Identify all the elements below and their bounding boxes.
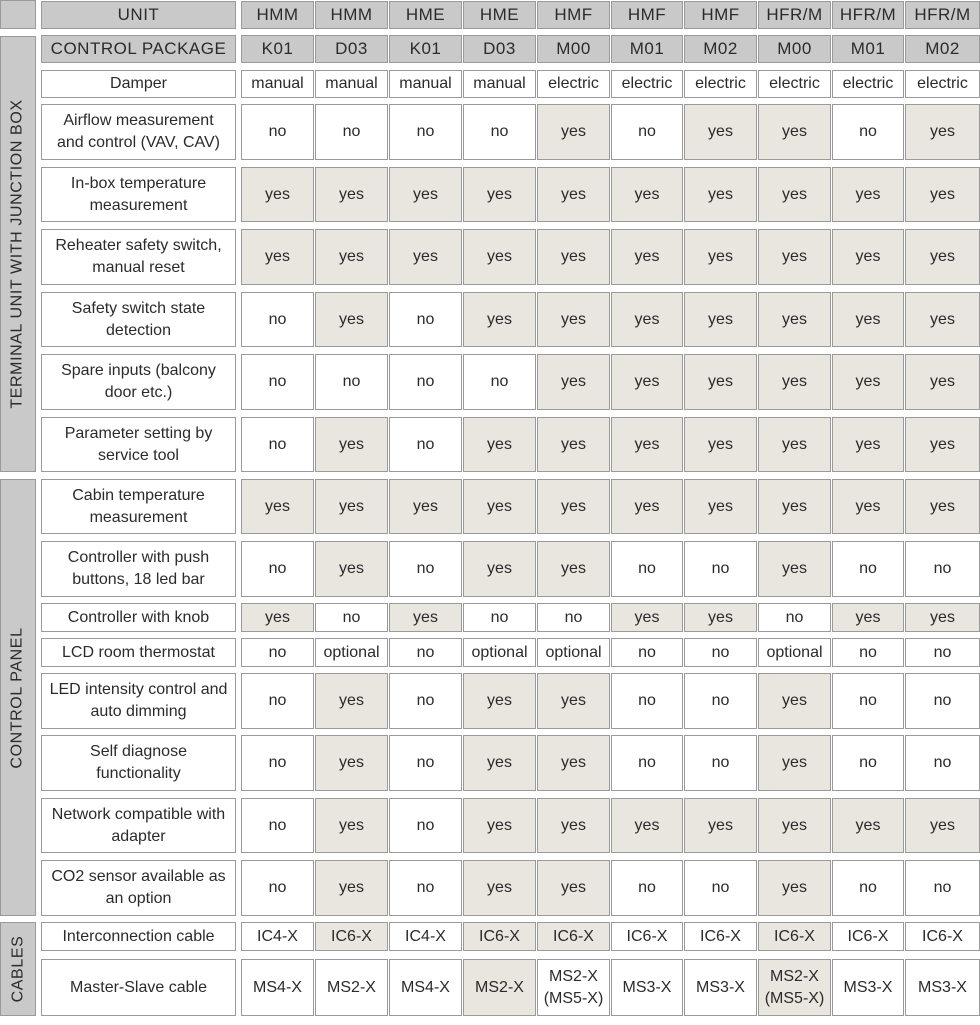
value-cell: yes bbox=[684, 798, 757, 853]
value-cell: yes bbox=[537, 417, 610, 472]
feature-label: CO2 sensor available as an option bbox=[41, 860, 236, 916]
value-cell: no bbox=[241, 292, 314, 347]
value-cell: MS2-X bbox=[315, 959, 388, 1016]
value-cell: yes bbox=[611, 603, 683, 632]
value-cell: yes bbox=[611, 798, 683, 853]
corner-cell bbox=[0, 0, 36, 29]
value-cell: yes bbox=[537, 104, 610, 160]
feature-label: Controller with knob bbox=[41, 603, 236, 632]
value-cell: MS4-X bbox=[241, 959, 314, 1016]
value-cell: yes bbox=[389, 229, 462, 285]
value-cell: no bbox=[241, 798, 314, 853]
value-cell: no bbox=[241, 541, 314, 597]
value-cell: no bbox=[758, 603, 831, 632]
unit-header-cell: HMF bbox=[611, 1, 683, 29]
value-cell: electric bbox=[537, 70, 610, 98]
feature-label: LED intensity control and auto dimming bbox=[41, 673, 236, 729]
value-cell: yes bbox=[832, 354, 904, 410]
value-cell: yes bbox=[684, 167, 757, 222]
value-cell: MS3-X bbox=[832, 959, 904, 1016]
value-cell: electric bbox=[684, 70, 757, 98]
feature-label: Network compatible with adapter bbox=[41, 798, 236, 853]
value-cell: yes bbox=[241, 479, 314, 534]
value-cell: yes bbox=[684, 479, 757, 534]
value-cell: no bbox=[389, 673, 462, 729]
value-cell: yes bbox=[463, 479, 536, 534]
value-cell: MS2-X (MS5-X) bbox=[537, 959, 610, 1016]
value-cell: yes bbox=[315, 292, 388, 347]
value-cell: no bbox=[389, 292, 462, 347]
group-label bbox=[0, 922, 36, 1016]
value-cell: yes bbox=[684, 417, 757, 472]
value-cell: yes bbox=[758, 479, 831, 534]
value-cell: no bbox=[389, 735, 462, 791]
value-cell: no bbox=[241, 104, 314, 160]
value-cell: no bbox=[832, 638, 904, 667]
package-header-cell: K01 bbox=[241, 35, 314, 63]
value-cell: yes bbox=[758, 229, 831, 285]
value-cell: no bbox=[832, 541, 904, 597]
value-cell: yes bbox=[832, 167, 904, 222]
value-cell: yes bbox=[758, 354, 831, 410]
value-cell: yes bbox=[463, 229, 536, 285]
value-cell: IC4-X bbox=[389, 922, 462, 951]
value-cell: yes bbox=[758, 292, 831, 347]
package-header-cell: M00 bbox=[758, 35, 831, 63]
value-cell: no bbox=[537, 603, 610, 632]
value-cell: IC6-X bbox=[832, 922, 904, 951]
package-header-cell: D03 bbox=[315, 35, 388, 63]
value-cell: no bbox=[905, 673, 980, 729]
value-cell: yes bbox=[537, 292, 610, 347]
value-cell: yes bbox=[315, 417, 388, 472]
value-cell: manual bbox=[389, 70, 462, 98]
value-cell: yes bbox=[463, 541, 536, 597]
value-cell: yes bbox=[905, 229, 980, 285]
value-cell: IC6-X bbox=[463, 922, 536, 951]
value-cell: yes bbox=[537, 229, 610, 285]
value-cell: yes bbox=[315, 860, 388, 916]
value-cell: no bbox=[684, 541, 757, 597]
value-cell: yes bbox=[758, 735, 831, 791]
value-cell: yes bbox=[463, 292, 536, 347]
value-cell: MS3-X bbox=[905, 959, 980, 1016]
package-header-cell: M00 bbox=[537, 35, 610, 63]
package-header-cell: D03 bbox=[463, 35, 536, 63]
value-cell: yes bbox=[832, 798, 904, 853]
value-cell: IC4-X bbox=[241, 922, 314, 951]
value-cell: yes bbox=[905, 354, 980, 410]
value-cell: MS3-X bbox=[684, 959, 757, 1016]
value-cell: yes bbox=[537, 541, 610, 597]
value-cell: no bbox=[611, 104, 683, 160]
value-cell: no bbox=[389, 417, 462, 472]
value-cell: electric bbox=[611, 70, 683, 98]
value-cell: yes bbox=[905, 798, 980, 853]
value-cell: no bbox=[241, 354, 314, 410]
unit-header-cell: HFR/M bbox=[832, 1, 904, 29]
value-cell: yes bbox=[758, 541, 831, 597]
value-cell: no bbox=[241, 417, 314, 472]
value-cell: no bbox=[389, 798, 462, 853]
package-header-label: CONTROL PACKAGE bbox=[41, 35, 236, 63]
value-cell: no bbox=[905, 638, 980, 667]
value-cell: no bbox=[905, 735, 980, 791]
value-cell: IC6-X bbox=[684, 922, 757, 951]
value-cell: yes bbox=[315, 541, 388, 597]
value-cell: yes bbox=[758, 860, 831, 916]
value-cell: yes bbox=[684, 603, 757, 632]
feature-label: LCD room thermostat bbox=[41, 638, 236, 667]
value-cell: yes bbox=[832, 479, 904, 534]
value-cell: IC6-X bbox=[537, 922, 610, 951]
value-cell: electric bbox=[758, 70, 831, 98]
value-cell: yes bbox=[611, 229, 683, 285]
value-cell: yes bbox=[611, 417, 683, 472]
value-cell: optional bbox=[537, 638, 610, 667]
value-cell: no bbox=[611, 735, 683, 791]
value-cell: no bbox=[832, 735, 904, 791]
value-cell: no bbox=[684, 638, 757, 667]
value-cell: no bbox=[611, 673, 683, 729]
value-cell: no bbox=[241, 735, 314, 791]
feature-label: Parameter setting by service tool bbox=[41, 417, 236, 472]
value-cell: yes bbox=[315, 229, 388, 285]
unit-header-cell: HFR/M bbox=[905, 1, 980, 29]
value-cell: no bbox=[463, 354, 536, 410]
value-cell: yes bbox=[684, 104, 757, 160]
value-cell: no bbox=[463, 104, 536, 160]
feature-label: Safety switch state detection bbox=[41, 292, 236, 347]
feature-label: Master-Slave cable bbox=[41, 959, 236, 1016]
value-cell: yes bbox=[315, 735, 388, 791]
value-cell: no bbox=[832, 104, 904, 160]
group-label-text: CABLES bbox=[9, 935, 26, 1003]
value-cell: IC6-X bbox=[315, 922, 388, 951]
feature-label: Reheater safety switch, manual reset bbox=[41, 229, 236, 285]
value-cell: yes bbox=[905, 603, 980, 632]
value-cell: MS3-X bbox=[611, 959, 683, 1016]
feature-label: Damper bbox=[41, 70, 236, 98]
group-label-text: TERMINAL UNIT WITH JUNCTION BOX bbox=[9, 99, 26, 409]
value-cell: yes bbox=[611, 354, 683, 410]
value-cell: yes bbox=[758, 417, 831, 472]
value-cell: yes bbox=[758, 798, 831, 853]
value-cell: no bbox=[684, 860, 757, 916]
value-cell: no bbox=[241, 638, 314, 667]
value-cell: IC6-X bbox=[611, 922, 683, 951]
value-cell: no bbox=[389, 860, 462, 916]
value-cell: electric bbox=[832, 70, 904, 98]
value-cell: yes bbox=[684, 229, 757, 285]
value-cell: optional bbox=[463, 638, 536, 667]
value-cell: no bbox=[832, 860, 904, 916]
feature-label: Controller with push buttons, 18 led bar bbox=[41, 541, 236, 597]
value-cell: yes bbox=[905, 417, 980, 472]
package-header-cell: M02 bbox=[684, 35, 757, 63]
value-cell: yes bbox=[758, 167, 831, 222]
value-cell: yes bbox=[463, 167, 536, 222]
unit-header-cell: HMF bbox=[684, 1, 757, 29]
value-cell: no bbox=[611, 860, 683, 916]
unit-header-cell: HMM bbox=[315, 1, 388, 29]
value-cell: no bbox=[241, 860, 314, 916]
unit-header-cell: HMF bbox=[537, 1, 610, 29]
package-header-cell: M01 bbox=[832, 35, 904, 63]
value-cell: optional bbox=[315, 638, 388, 667]
package-header-cell: M02 bbox=[905, 35, 980, 63]
value-cell: yes bbox=[389, 479, 462, 534]
value-cell: yes bbox=[463, 417, 536, 472]
value-cell: yes bbox=[537, 479, 610, 534]
value-cell: yes bbox=[389, 603, 462, 632]
value-cell: yes bbox=[463, 735, 536, 791]
value-cell: yes bbox=[905, 104, 980, 160]
value-cell: no bbox=[611, 638, 683, 667]
feature-label: Airflow measurement and control (VAV, CAV) bbox=[41, 104, 236, 160]
value-cell: no bbox=[905, 541, 980, 597]
value-cell: manual bbox=[315, 70, 388, 98]
value-cell: yes bbox=[537, 167, 610, 222]
value-cell: yes bbox=[315, 479, 388, 534]
package-header-cell: M01 bbox=[611, 35, 683, 63]
value-cell: electric bbox=[905, 70, 980, 98]
value-cell: IC6-X bbox=[905, 922, 980, 951]
value-cell: no bbox=[832, 673, 904, 729]
unit-header-cell: HME bbox=[389, 1, 462, 29]
value-cell: yes bbox=[758, 104, 831, 160]
value-cell: yes bbox=[611, 292, 683, 347]
value-cell: no bbox=[315, 603, 388, 632]
value-cell: no bbox=[315, 354, 388, 410]
value-cell: yes bbox=[758, 673, 831, 729]
value-cell: MS2-X bbox=[463, 959, 536, 1016]
value-cell: yes bbox=[537, 354, 610, 410]
group-label bbox=[0, 36, 36, 472]
value-cell: yes bbox=[241, 603, 314, 632]
value-cell: yes bbox=[315, 673, 388, 729]
value-cell: yes bbox=[684, 354, 757, 410]
value-cell: optional bbox=[758, 638, 831, 667]
value-cell: yes bbox=[832, 603, 904, 632]
feature-label: In-box temperature measurement bbox=[41, 167, 236, 222]
value-cell: yes bbox=[463, 860, 536, 916]
value-cell: yes bbox=[537, 735, 610, 791]
package-header-cell: K01 bbox=[389, 35, 462, 63]
value-cell: yes bbox=[537, 673, 610, 729]
value-cell: IC6-X bbox=[758, 922, 831, 951]
group-label-text: CONTROL PANEL bbox=[9, 626, 27, 769]
value-cell: no bbox=[389, 104, 462, 160]
value-cell: yes bbox=[832, 229, 904, 285]
value-cell: yes bbox=[241, 229, 314, 285]
value-cell: yes bbox=[905, 292, 980, 347]
value-cell: yes bbox=[905, 479, 980, 534]
value-cell: yes bbox=[832, 417, 904, 472]
value-cell: yes bbox=[537, 860, 610, 916]
value-cell: no bbox=[684, 735, 757, 791]
value-cell: yes bbox=[905, 167, 980, 222]
value-cell: no bbox=[905, 860, 980, 916]
value-cell: no bbox=[389, 541, 462, 597]
feature-label: Spare inputs (balcony door etc.) bbox=[41, 354, 236, 410]
value-cell: yes bbox=[463, 673, 536, 729]
value-cell: MS2-X (MS5-X) bbox=[758, 959, 831, 1016]
value-cell: no bbox=[241, 673, 314, 729]
value-cell: no bbox=[389, 638, 462, 667]
value-cell: no bbox=[463, 603, 536, 632]
value-cell: manual bbox=[241, 70, 314, 98]
value-cell: no bbox=[389, 354, 462, 410]
unit-header-cell: HMM bbox=[241, 1, 314, 29]
unit-header-cell: HME bbox=[463, 1, 536, 29]
value-cell: yes bbox=[389, 167, 462, 222]
value-cell: yes bbox=[463, 798, 536, 853]
value-cell: yes bbox=[611, 167, 683, 222]
unit-header-label: UNIT bbox=[41, 1, 236, 29]
value-cell: yes bbox=[315, 798, 388, 853]
feature-label: Interconnection cable bbox=[41, 922, 236, 951]
value-cell: yes bbox=[241, 167, 314, 222]
value-cell: yes bbox=[611, 479, 683, 534]
feature-label: Self diagnose functionality bbox=[41, 735, 236, 791]
unit-header-cell: HFR/M bbox=[758, 1, 831, 29]
value-cell: yes bbox=[684, 292, 757, 347]
value-cell: yes bbox=[537, 798, 610, 853]
value-cell: yes bbox=[832, 292, 904, 347]
value-cell: manual bbox=[463, 70, 536, 98]
value-cell: no bbox=[315, 104, 388, 160]
group-label bbox=[0, 479, 36, 916]
feature-label: Cabin temperature measurement bbox=[41, 479, 236, 534]
value-cell: no bbox=[684, 673, 757, 729]
value-cell: no bbox=[611, 541, 683, 597]
value-cell: MS4-X bbox=[389, 959, 462, 1016]
value-cell: yes bbox=[315, 167, 388, 222]
